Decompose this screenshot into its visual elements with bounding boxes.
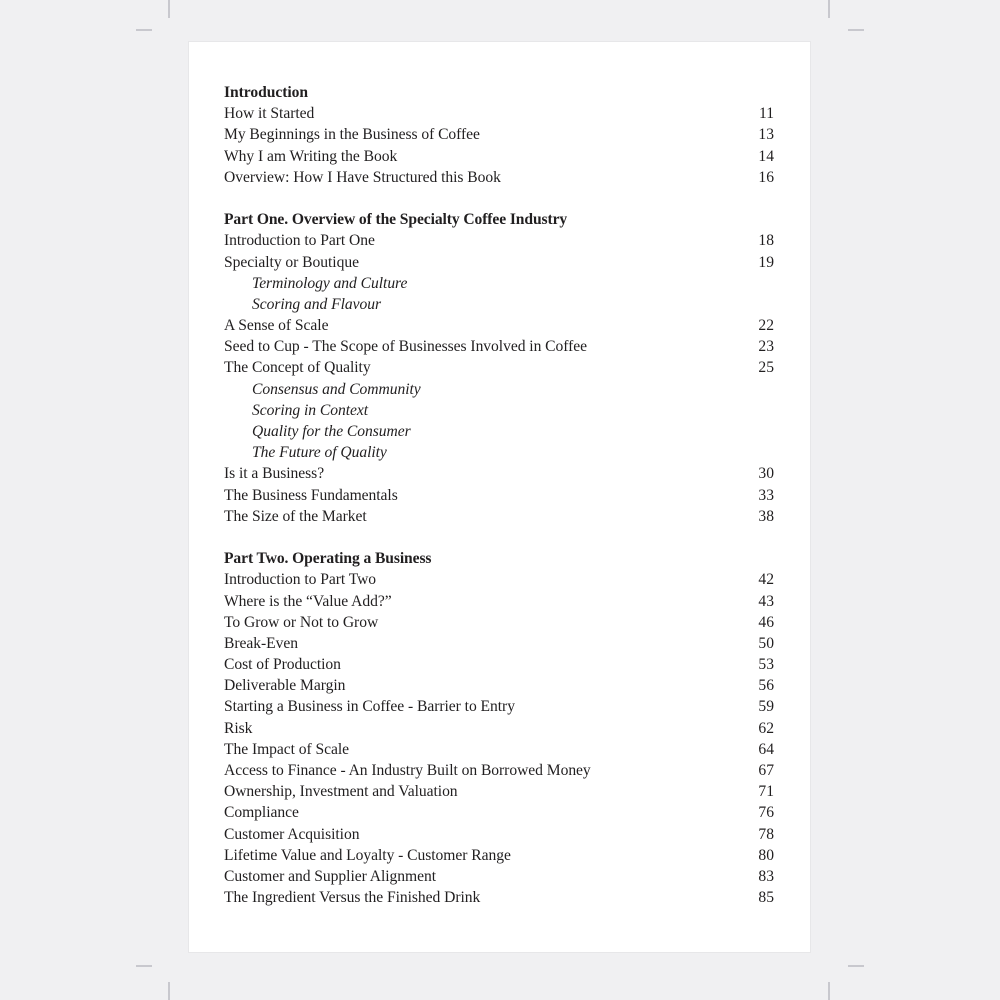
toc-entry[interactable] xyxy=(224,315,775,336)
toc-entry-label: The Future of Quality xyxy=(252,444,387,462)
toc-block-spacer xyxy=(224,527,775,548)
crop-mark-bottom-left-tick xyxy=(168,982,170,1000)
toc-entry-label: The Business Fundamentals xyxy=(224,486,398,504)
toc-page-number: 19 xyxy=(758,253,774,271)
toc-subentry[interactable] xyxy=(224,273,775,294)
toc-entry[interactable] xyxy=(224,612,775,633)
toc-entry[interactable] xyxy=(224,654,775,675)
toc-page-number: 18 xyxy=(758,232,774,250)
toc-entry-label: Is it a Business? xyxy=(224,465,325,483)
toc-entry-label: The Size of the Market xyxy=(224,507,367,525)
toc-entry[interactable] xyxy=(224,824,775,845)
toc-entry[interactable] xyxy=(224,781,775,802)
toc-page-number: 11 xyxy=(758,105,774,123)
toc-entry[interactable] xyxy=(224,252,775,273)
crop-mark-top-right-dash xyxy=(848,29,864,31)
toc-page-number: 33 xyxy=(758,486,774,504)
toc-subentry[interactable] xyxy=(224,294,775,315)
toc-entry[interactable] xyxy=(224,845,775,866)
toc-page-number: 43 xyxy=(758,592,774,610)
toc-subentry[interactable] xyxy=(224,442,775,463)
toc-entry-label: Compliance xyxy=(224,804,299,822)
toc-entry-label: Ownership, Investment and Valuation xyxy=(224,783,458,801)
toc-entry-label: Why I am Writing the Book xyxy=(224,147,398,165)
toc-entry[interactable] xyxy=(224,718,775,739)
crop-mark-bottom-right-dash xyxy=(848,965,864,967)
crop-mark-bottom-right-tick xyxy=(828,982,830,1000)
toc-entry-label: Deliverable Margin xyxy=(224,677,346,695)
toc-entry-label: Scoring and Flavour xyxy=(252,295,381,313)
toc-entry-label: My Beginnings in the Business of Coffee xyxy=(224,126,480,144)
toc-entry-label: Risk xyxy=(224,719,253,737)
toc-entry[interactable] xyxy=(224,124,775,145)
toc-heading[interactable] xyxy=(224,209,775,230)
document-page xyxy=(189,42,810,952)
toc-entry-label: To Grow or Not to Grow xyxy=(224,613,379,631)
toc-entry-label: Specialty or Boutique xyxy=(224,253,359,271)
toc-entry-label: Overview: How I Have Structured this Book xyxy=(224,168,501,186)
toc-page-number: 22 xyxy=(758,317,774,335)
toc-entry-label: Customer Acquisition xyxy=(224,825,360,843)
toc-page-number: 64 xyxy=(758,740,774,758)
toc-entry[interactable] xyxy=(224,739,775,760)
toc-entry-label: Break-Even xyxy=(224,634,298,652)
toc-entry[interactable] xyxy=(224,103,775,124)
toc-entry-label: Introduction to Part Two xyxy=(224,571,377,589)
crop-mark-top-left-dash xyxy=(136,29,152,31)
toc-entry-label: Consensus and Community xyxy=(252,380,421,398)
toc-entry[interactable] xyxy=(224,167,775,188)
toc-entry-label: Cost of Production xyxy=(224,656,341,674)
toc-entry-label: Access to Finance - An Industry Built on Borrowed Money xyxy=(224,762,591,779)
toc-entry[interactable] xyxy=(224,146,775,167)
toc-block-spacer xyxy=(224,188,775,209)
toc-entry[interactable] xyxy=(224,866,775,887)
toc-heading[interactable] xyxy=(224,82,775,103)
toc-entry[interactable] xyxy=(224,675,775,696)
toc-entry-label: Terminology and Culture xyxy=(252,274,408,292)
toc-page-number: 80 xyxy=(758,846,774,864)
toc-entry-label: Seed to Cup - The Scope of Businesses Involved in Coffee xyxy=(224,338,588,356)
toc-page-number: 78 xyxy=(758,825,774,843)
toc-entry-label: The Concept of Quality xyxy=(224,359,371,377)
toc-entry[interactable] xyxy=(224,633,775,654)
toc-entry-label: Quality for the Consumer xyxy=(252,423,411,440)
toc-subentry[interactable] xyxy=(224,379,775,400)
toc-page-number: 16 xyxy=(758,168,774,186)
toc-entry-label: Starting a Business in Coffee - Barrier to Entry xyxy=(224,698,515,716)
toc-entry[interactable] xyxy=(224,802,775,823)
toc-entry-label: Customer and Supplier Alignment xyxy=(224,867,436,885)
table-of-contents xyxy=(224,82,775,908)
toc-entry[interactable] xyxy=(224,887,775,908)
toc-page-number: 56 xyxy=(758,677,774,695)
toc-entry-label: Part One. Overview of the Specialty Coffee Industry xyxy=(224,211,568,229)
toc-entry[interactable] xyxy=(224,591,775,612)
toc-subentry[interactable] xyxy=(224,400,775,421)
toc-subentry[interactable] xyxy=(224,421,775,442)
toc-entry-label: The Impact of Scale xyxy=(224,740,350,758)
toc-page-number: 71 xyxy=(758,783,774,801)
toc-page-number: 13 xyxy=(758,126,774,144)
toc-page-number: 46 xyxy=(758,613,774,631)
toc-page-number: 23 xyxy=(758,338,774,356)
toc-entry[interactable] xyxy=(224,696,775,717)
toc-entry[interactable] xyxy=(224,569,775,590)
toc-page-number: 67 xyxy=(758,762,774,779)
toc-page-number: 42 xyxy=(758,571,774,589)
toc-entry[interactable] xyxy=(224,506,775,527)
toc-entry-label: The Ingredient Versus the Finished Drink xyxy=(224,889,481,907)
toc-entry[interactable] xyxy=(224,230,775,251)
toc-entry[interactable] xyxy=(224,357,775,378)
toc-entry[interactable] xyxy=(224,336,775,357)
toc-entry-label: Lifetime Value and Loyalty - Customer Range xyxy=(224,846,511,864)
toc-page-number: 14 xyxy=(758,147,774,165)
toc-entry-label: Part Two. Operating a Business xyxy=(224,550,432,568)
toc-entry-label: How it Started xyxy=(224,105,315,123)
toc-page-number: 38 xyxy=(758,507,774,525)
toc-entry-label: A Sense of Scale xyxy=(224,317,329,335)
toc-entry-label: Scoring in Context xyxy=(252,401,369,419)
toc-page-number: 30 xyxy=(758,465,774,483)
toc-heading[interactable] xyxy=(224,548,775,569)
toc-page-number: 59 xyxy=(758,698,774,716)
toc-page-number: 76 xyxy=(758,804,774,822)
toc-page-number: 83 xyxy=(758,867,774,885)
toc-entry-label: Introduction xyxy=(224,84,309,101)
toc-entry-label: Introduction to Part One xyxy=(224,232,375,250)
crop-mark-top-right-tick xyxy=(828,0,830,18)
toc-page-number: 53 xyxy=(758,656,774,674)
toc-page-number: 62 xyxy=(758,719,774,737)
toc-entry[interactable] xyxy=(224,760,775,781)
toc-page-number: 25 xyxy=(758,359,774,377)
crop-mark-top-left-tick xyxy=(168,0,170,18)
crop-mark-bottom-left-dash xyxy=(136,965,152,967)
toc-page-number: 85 xyxy=(758,889,774,907)
toc-entry[interactable] xyxy=(224,485,775,506)
toc-entry-label: Where is the “Value Add?” xyxy=(224,592,392,610)
toc-page-number: 50 xyxy=(758,634,774,652)
toc-entry[interactable] xyxy=(224,463,775,484)
